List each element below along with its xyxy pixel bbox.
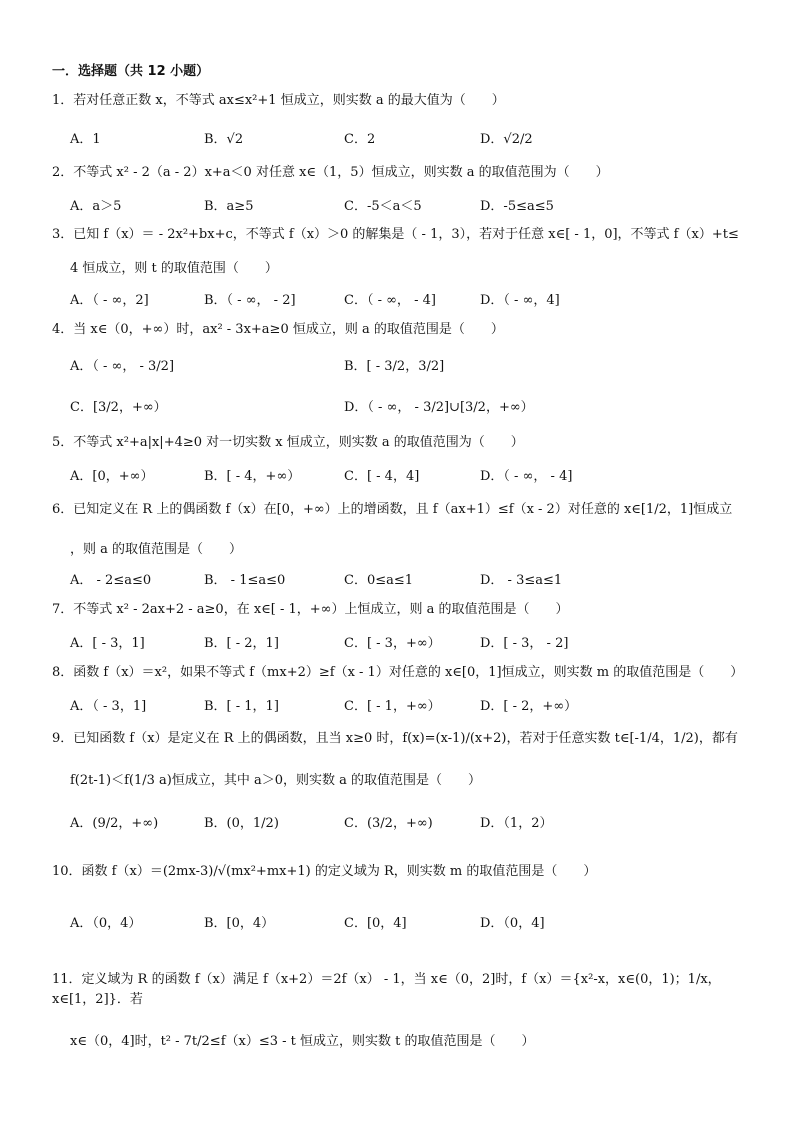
- question-number: 11．: [52, 972, 82, 987]
- option-d[interactable]: D．[ - 3， - 2]: [480, 636, 569, 651]
- question-number: 9．: [52, 731, 74, 746]
- option-b[interactable]: B． - 1≤a≤0: [204, 573, 286, 588]
- question-1: [52, 91, 746, 111]
- option-d[interactable]: D．（ - ∞， - 4]: [480, 469, 573, 484]
- option-c[interactable]: C．[ - 4，4]: [344, 469, 420, 484]
- question-11: [52, 970, 746, 1010]
- section-title: 一．选择题（共 12 小题）: [52, 64, 210, 79]
- question-number: 2．: [52, 165, 74, 180]
- question-number: 6．: [52, 502, 74, 517]
- option-c[interactable]: C．[ - 1，+∞）: [344, 699, 441, 714]
- question-text: 不等式 x²+a|x|+4≥0 对一切实数 x 恒成立，则实数 a 的取值范围为（ ）: [73, 435, 524, 450]
- option-d[interactable]: D．√2/2: [480, 132, 533, 147]
- question-text: 已知 f（x）＝ - 2x²+bx+c，不等式 f（x）＞0 的解集是（ - 1，3），若对于任意 x∈[ - 1，0]，不等式 f（x）+t≤: [73, 227, 739, 242]
- question-text: 当 x∈（0，+∞）时，ax² - 3x+a≥0 恒成立，则 a 的取值范围是（ ）: [73, 322, 504, 337]
- question-text-continued: f(2t-1)＜f(1/3 a)恒成立，其中 a＞0，则实数 a 的取值范围是（ ）: [70, 773, 482, 788]
- option-a[interactable]: A．（ - ∞， - 3/2]: [70, 359, 175, 374]
- question-6: [52, 500, 746, 520]
- option-d[interactable]: D．（1，2）: [480, 816, 553, 831]
- option-d[interactable]: D．（0，4]: [480, 916, 545, 931]
- option-a[interactable]: A．（ - ∞，2]: [70, 293, 149, 308]
- question-5: [52, 433, 746, 453]
- question-2: [52, 163, 746, 183]
- question-text: 不等式 x² - 2（a - 2）x+a＜0 对任意 x∈（1，5）恒成立，则实数 a 的取值范围为（ ）: [73, 165, 609, 180]
- question-number: 3．: [52, 227, 74, 242]
- option-b[interactable]: B．[0，4）: [204, 916, 275, 931]
- option-b[interactable]: B．[ - 2，1]: [204, 636, 279, 651]
- question-text-continued: x∈（0，4]时，t² - 7t/2≤f（x）≤3 - t 恒成立，则实数 t 的取值范围是（ ）: [70, 1034, 535, 1049]
- option-b[interactable]: B．[ - 4，+∞）: [204, 469, 301, 484]
- question-number: 8．: [52, 665, 74, 680]
- option-c[interactable]: C．(3/2，+∞): [344, 816, 433, 831]
- question-text: 若对任意正数 x，不等式 ax≤x²+1 恒成立，则实数 a 的最大值为（ ）: [73, 93, 505, 108]
- question-4: [52, 320, 746, 340]
- option-c[interactable]: C．-5＜a＜5: [344, 199, 422, 214]
- question-text-continued: 4 恒成立，则 t 的取值范围（ ）: [70, 261, 278, 276]
- question-9: [52, 729, 746, 749]
- option-d[interactable]: D．-5≤a≤5: [480, 199, 554, 214]
- option-c[interactable]: C．[3/2，+∞）: [70, 400, 167, 415]
- question-text: 不等式 x² - 2ax+2 - a≥0，在 x∈[ - 1，+∞）上恒成立，则 a 的取值范围是（ ）: [73, 602, 569, 617]
- question-number: 1．: [52, 93, 74, 108]
- question-text-continued: ，则 a 的取值范围是（ ）: [70, 542, 243, 557]
- option-b[interactable]: B．[ - 3/2，3/2]: [344, 359, 445, 374]
- option-b[interactable]: B．（ - ∞， - 2]: [204, 293, 296, 308]
- option-c[interactable]: C．2: [344, 132, 376, 147]
- option-a[interactable]: A．1: [70, 132, 101, 147]
- option-c[interactable]: C．0≤a≤1: [344, 573, 414, 588]
- option-a[interactable]: A．（0，4）: [70, 916, 142, 931]
- option-a[interactable]: A．[ - 3，1]: [70, 636, 145, 651]
- option-d[interactable]: D．（ - ∞，4]: [480, 293, 560, 308]
- option-c[interactable]: C．（ - ∞， - 4]: [344, 293, 436, 308]
- question-number: 10．: [52, 864, 82, 879]
- question-number: 7．: [52, 602, 74, 617]
- question-text: 已知定义在 R 上的偶函数 f（x）在[0，+∞）上的增函数，且 f（ax+1）≤f（x - 2）对任意的 x∈[1/2，1]恒成立: [73, 502, 733, 517]
- option-d[interactable]: D． - 3≤a≤1: [480, 573, 563, 588]
- option-d[interactable]: D．（ - ∞， - 3/2]∪[3/2，+∞）: [344, 400, 534, 415]
- question-text: 函数 f（x）＝(2mx-3)/√(mx²+mx+1) 的定义域为 R，则实数 m 的取值范围是（ ）: [81, 864, 597, 879]
- option-a[interactable]: A．a＞5: [70, 199, 122, 214]
- option-a[interactable]: A． - 2≤a≤0: [70, 573, 152, 588]
- question-10: [52, 862, 746, 882]
- option-b[interactable]: B．(0，1/2): [204, 816, 279, 831]
- option-b[interactable]: B．[ - 1，1]: [204, 699, 279, 714]
- option-a[interactable]: A．[0，+∞）: [70, 469, 154, 484]
- option-b[interactable]: B．a≥5: [204, 199, 254, 214]
- option-c[interactable]: C．[ - 3，+∞）: [344, 636, 441, 651]
- question-number: 4．: [52, 322, 74, 337]
- question-8: [52, 663, 746, 683]
- option-c[interactable]: C．[0，4]: [344, 916, 407, 931]
- option-d[interactable]: D．[ - 2，+∞）: [480, 699, 578, 714]
- option-b[interactable]: B．√2: [204, 132, 244, 147]
- option-a[interactable]: A．(9/2，+∞): [70, 816, 159, 831]
- question-text: 函数 f（x）＝x²，如果不等式 f（mx+2）≥f（x - 1）对任意的 x∈[0，1]恒成立，则实数 m 的取值范围是（ ）: [73, 665, 744, 680]
- option-a[interactable]: A．（ - 3，1]: [70, 699, 147, 714]
- question-number: 5．: [52, 435, 74, 450]
- question-7: [52, 600, 746, 620]
- question-3: [52, 225, 746, 245]
- question-text: 定义域为 R 的函数 f（x）满足 f（x+2）＝2f（x） - 1，当 x∈（0，2]时，f（x）＝{x²-x，x∈(0，1)；1/x，x∈[1，2]}．若: [52, 972, 721, 1007]
- question-text: 已知函数 f（x）是定义在 R 上的偶函数，且当 x≥0 时，f(x)=(x-1)/(x+2)，若对于任意实数 t∈[-1/4，1/2)，都有: [73, 731, 738, 746]
